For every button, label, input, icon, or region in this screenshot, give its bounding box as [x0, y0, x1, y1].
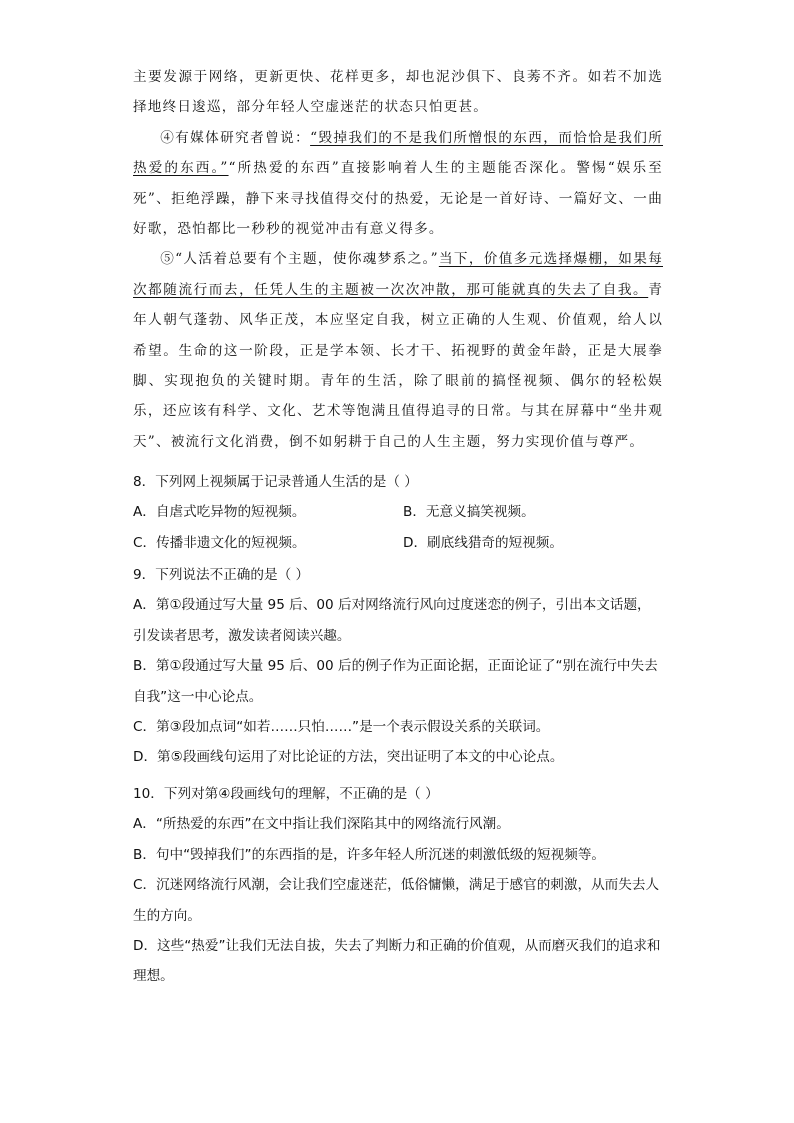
question-8-stem: 8．下列网上视频属于记录普通人生活的是（ ）: [133, 474, 418, 490]
question-9-option-c[interactable]: C．第③段加点词“如若……只怕……”是一个表示假设关系的关联词。: [133, 719, 550, 736]
question-8-options-row-2: [133, 528, 673, 558]
paragraph-4: [133, 123, 663, 245]
paragraph-5: [133, 244, 663, 457]
paragraph-4-lead: ④有媒体研究者曾说：: [160, 129, 311, 146]
question-8-option-c[interactable]: C．传播非遗文化的短视频。: [133, 534, 306, 551]
question-10-stem: 10．下列对第④段画线句的理解，不正确的是（ ）: [133, 786, 439, 802]
paragraph-3-tail: 主要发源于网络，更新更快、花样更多，却也泥沙俱下、良莠不齐。如若不加选择地终日逡巡，部分年轻人空虚迷茫的状态只怕更甚。: [133, 69, 663, 116]
question-9-option-a[interactable]: A．第①段通过写大量 95 后、00 后对网络流行风向过度迷恋的例子，引出本文话题，引发读者思考，激发读者阅读兴趣。: [133, 597, 651, 644]
question-8-options-row-1: [133, 497, 673, 527]
question-10-option-c[interactable]: C．沉迷网络流行风潮，会让我们空虚迷茫，低俗慵懒，满足于感官的刺激，从而失去人生的方向。: [133, 877, 660, 924]
question-8: [133, 467, 673, 558]
question-8-option-b[interactable]: B．无意义搞笑视频。: [403, 504, 535, 521]
question-9-stem: 9．下列说法不正确的是（ ）: [133, 567, 310, 583]
paragraph-5-body: 青年人朝气蓬勃、风华正茂，本应坚定自我，树立正确的人生观、价值观，给人以希望。生命的这一阶段，正是学本领、长才干、拓视野的黄金年龄，正是大展拳脚、实现抱负的关键时期。青年的生活，除了眼前的搞怪视频、偶尔的轻松娱乐，还应该有科学、文化、艺术等饱满且值得追寻的日常。与其在屏幕中“坐井观天”、被流行文化消费，倒不如躬耕于自己的人生主题，努力实现价值与尊严。: [133, 281, 663, 450]
question-9: [133, 560, 663, 773]
question-10-option-b[interactable]: B．句中“毁掉我们”的东西指的是，许多年轻人所沉迷的刺激低级的短视频等。: [133, 846, 606, 863]
question-8-option-d[interactable]: D．刷底线猎奇的短视频。: [403, 534, 563, 551]
question-10: [133, 779, 663, 992]
question-9-option-d[interactable]: D．第⑤段画线句运用了对比论证的方法，突出证明了本文的中心论点。: [133, 749, 564, 766]
question-10-option-d[interactable]: D．这些“热爱”让我们无法自拔，失去了判断力和正确的价值观，从而磨灭我们的追求和理想。: [133, 938, 661, 985]
question-8-option-a[interactable]: A．自虐式吃异物的短视频。: [133, 504, 306, 521]
paragraph-5-lead: ⑤“人活着总要有个主题，使你魂梦系之。”: [160, 251, 439, 268]
paragraph-4-underlined-sentence: “毁掉我们的不是我们所憎恨的东西，而恰恰是我们所热爱的东西。”: [133, 129, 664, 177]
paragraph-4-body: “所热爱的东西”直接影响着人生的主题能否深化。警惕“娱乐至死”、拒绝浮躁，静下来寻找值得交付的热爱，无论是一首好诗、一篇好文、一曲好歌，恐怕都比一秒秒的视觉冲击有意义得多。: [133, 160, 663, 238]
paragraph-5-underlined-sentence: 当下，价值多元选择爆棚，如果每次都随流行而去，任凭人生的主题被一次次冲散，那可能就真的失去了自我。: [133, 251, 663, 298]
question-10-option-a[interactable]: A．“所热爱的东西”在文中指让我们深陷其中的网络流行风潮。: [133, 816, 510, 833]
reading-passage: [133, 62, 663, 457]
question-9-option-b[interactable]: B．第①段通过写大量 95 后、00 后的例子作为正面论据，正面论证了“别在流行中失去自我”这一中心论点。: [133, 658, 658, 705]
